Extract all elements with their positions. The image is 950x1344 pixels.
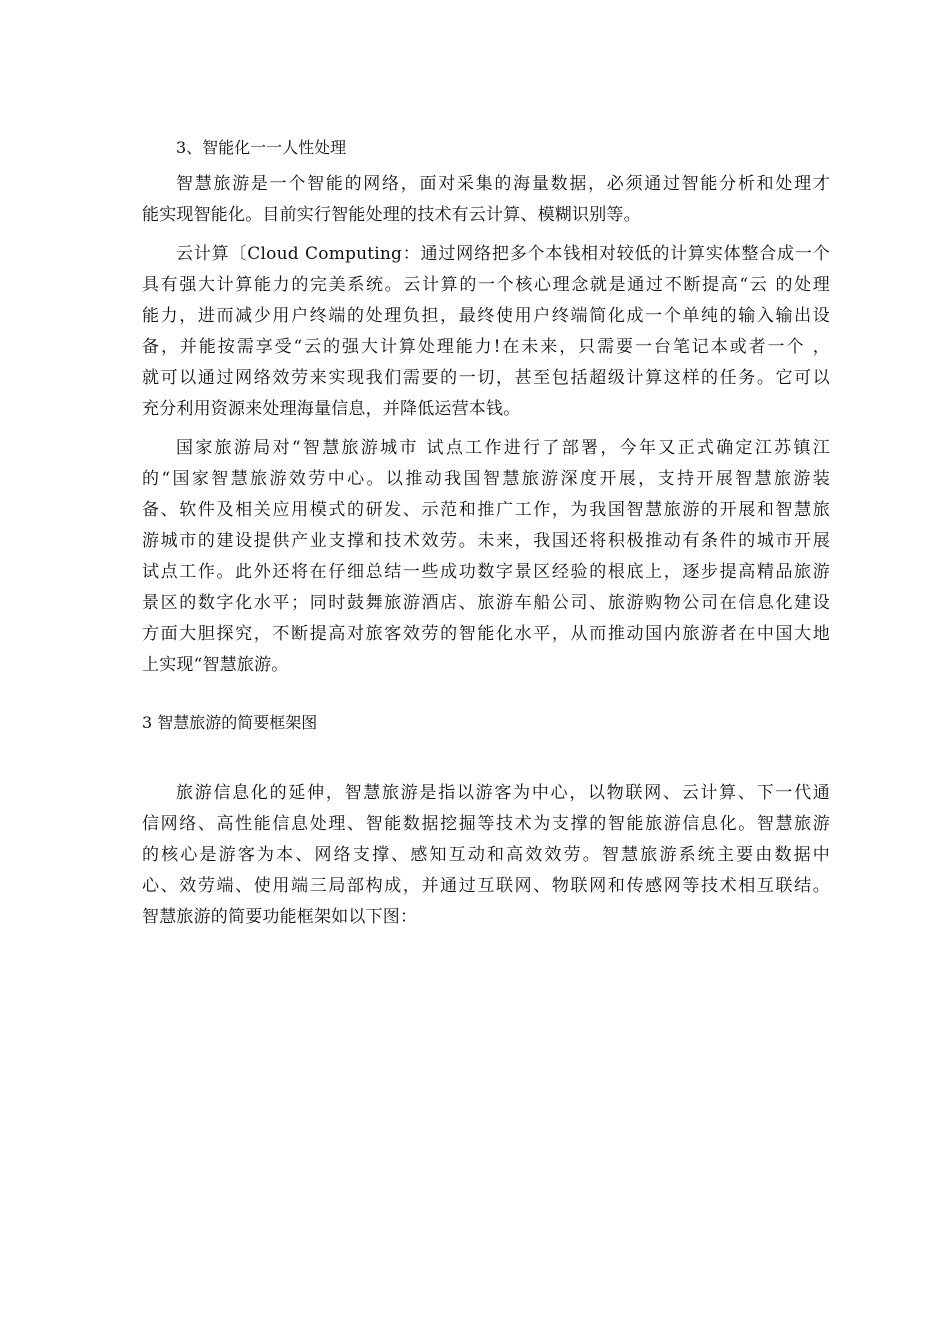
- text-line: 试点工作。此外还将在仔细总结一些成功数字景区经验的根底上，逐步提高精品旅游: [142, 562, 830, 582]
- paragraph-cloud-computing: [142, 239, 830, 425]
- text-line: 云计算〔Cloud Computing：通过网络把多个本钱相对较低的计算实体整合成一个: [176, 244, 830, 264]
- text-line: 信网络、高性能信息处理、智能数据挖掘等技术为支撑的智能旅游信息化。智慧旅游: [142, 814, 830, 834]
- text-line: 的“国家智慧旅游效劳中心。以推动我国智慧旅游深度开展，支持开展智慧旅游装: [142, 469, 830, 489]
- text-line: 景区的数字化水平；同时鼓舞旅游酒店、旅游车船公司、旅游购物公司在信息化建设: [142, 593, 830, 613]
- paragraph-national-tourism: [142, 433, 830, 681]
- document-body: [142, 132, 830, 941]
- text-line: 游城市的建设提供产业支撑和技术效劳。未来，我国还将积极推动有条件的城市开展: [142, 531, 830, 551]
- text-line: 旅游信息化的延伸，智慧旅游是指以游客为中心，以物联网、云计算、下一代通: [176, 783, 830, 803]
- text-line: 就可以通过网络效劳来实现我们需要的一切，甚至包括超级计算这样的任务。它可以: [142, 368, 830, 388]
- section-heading-intelligence: 3、智能化一一人性处理: [176, 138, 347, 157]
- text-line: 心、效劳端、使用端三局部构成，并通过互联网、物联网和传感网等技术相互联结。: [142, 876, 830, 896]
- text-line: 能实现智能化。目前实行智能处理的技术有云计算、模糊识别等。: [142, 205, 641, 225]
- text-line: 备，并能按需享受“云的强大计算处理能力!在未来，只需要一台笔记本或者一个 ，: [142, 337, 830, 357]
- text-line: 智慧旅游的简要功能框架如以下图：: [142, 907, 418, 927]
- text-line: 充分利用资源来处理海量信息，并降低运营本钱。: [142, 399, 521, 419]
- text-line: 备、软件及相关应用模式的研发、示范和推广工作，为我国智慧旅游的开展和智慧旅: [142, 500, 830, 520]
- text-line: 智慧旅游是一个智能的网络，面对采集的海量数据，必须通过智能分析和处理才: [176, 174, 830, 194]
- text-line: 方面大胆探究，不断提高对旅客效劳的智能化水平，从而推动国内旅游者在中国大地: [142, 624, 830, 644]
- paragraph-intelligence-intro: [142, 169, 830, 231]
- text-line: 能力，进而减少用户终端的处理负担，最终使用户终端简化成一个单纯的输入输出设: [142, 306, 830, 326]
- section-heading-framework: 3 智慧旅游的简要框架图: [142, 713, 318, 732]
- text-line: 的核心是游客为本、网络支撑、感知互动和高效效劳。智慧旅游系统主要由数据中: [142, 845, 830, 865]
- text-line: 上实现“智慧旅游。: [142, 655, 289, 675]
- paragraph-framework: [142, 778, 830, 933]
- text-line: 具有强大计算能力的完美系统。云计算的一个核心理念就是通过不断提高“云 的处理: [142, 275, 830, 295]
- text-line: 国家旅游局对“智慧旅游城市 试点工作进行了部署，今年又正式确定江苏镇江: [176, 438, 830, 458]
